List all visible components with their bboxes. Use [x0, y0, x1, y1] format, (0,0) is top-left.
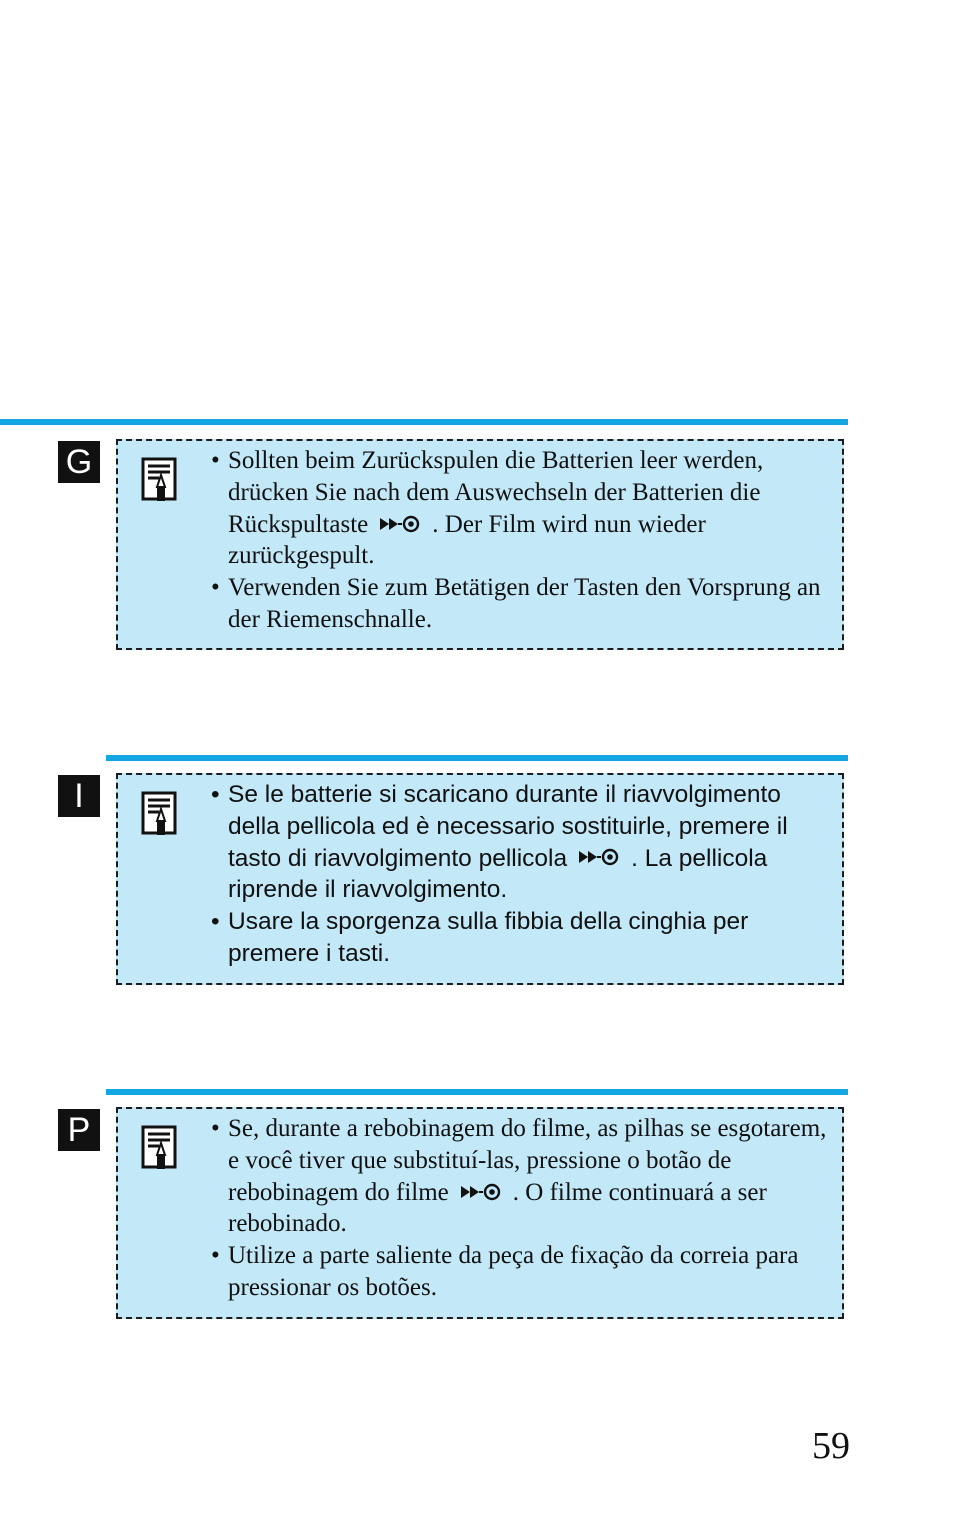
- note-box-p: [116, 1107, 844, 1319]
- memo-note-icon: [141, 791, 179, 837]
- bullet-list-i: [211, 779, 838, 970]
- bullet-item: • Sollten beim Zurückspulen die Batterien leer werden, drücken Sie nach dem Auswechseln der Batterien die Rückspultaste . Der Film wird nun wieder zurückgespult.: [211, 445, 838, 572]
- bullet-item: • Utilize a parte saliente da peça de fixação da correia para pressionar os botões.: [211, 1240, 838, 1304]
- section-rule-g: [0, 419, 848, 425]
- note-box-i: [116, 773, 844, 985]
- film-rewind-icon: [579, 848, 619, 866]
- bullet-list-p: [211, 1113, 838, 1304]
- section-rule-p: [106, 1089, 848, 1095]
- bullet-item: • Se le batterie si scaricano durante il riavvolgimento della pellicola ed è necessario sostituirle, premere il tasto di riavvolgimento pellicola . La pellicola riprende il riavvolgimento.: [211, 779, 838, 906]
- film-rewind-icon: [380, 515, 420, 533]
- bullet-list-g: [211, 445, 838, 636]
- memo-note-icon: [141, 457, 179, 503]
- section-rule-i: [106, 755, 848, 761]
- bullet-item: • Verwenden Sie zum Betätigen der Tasten den Vorsprung an der Riemenschnalle.: [211, 572, 838, 636]
- language-tab-i: I: [58, 775, 100, 817]
- language-tab-g: G: [58, 441, 100, 483]
- note-box-g: [116, 439, 844, 650]
- film-rewind-icon: [461, 1183, 501, 1201]
- bullet-item: • Usare la sporgenza sulla fibbia della cinghia per premere i tasti.: [211, 906, 838, 970]
- bullet-item: • Se, durante a rebobinagem do filme, as pilhas se esgotarem, e você tiver que substituí-las, pressione o botão de rebobinagem do filme . O filme continuará a ser rebobinado.: [211, 1113, 838, 1240]
- language-tab-p: P: [58, 1109, 100, 1151]
- page-number: 59: [812, 1425, 850, 1467]
- memo-note-icon: [141, 1125, 179, 1171]
